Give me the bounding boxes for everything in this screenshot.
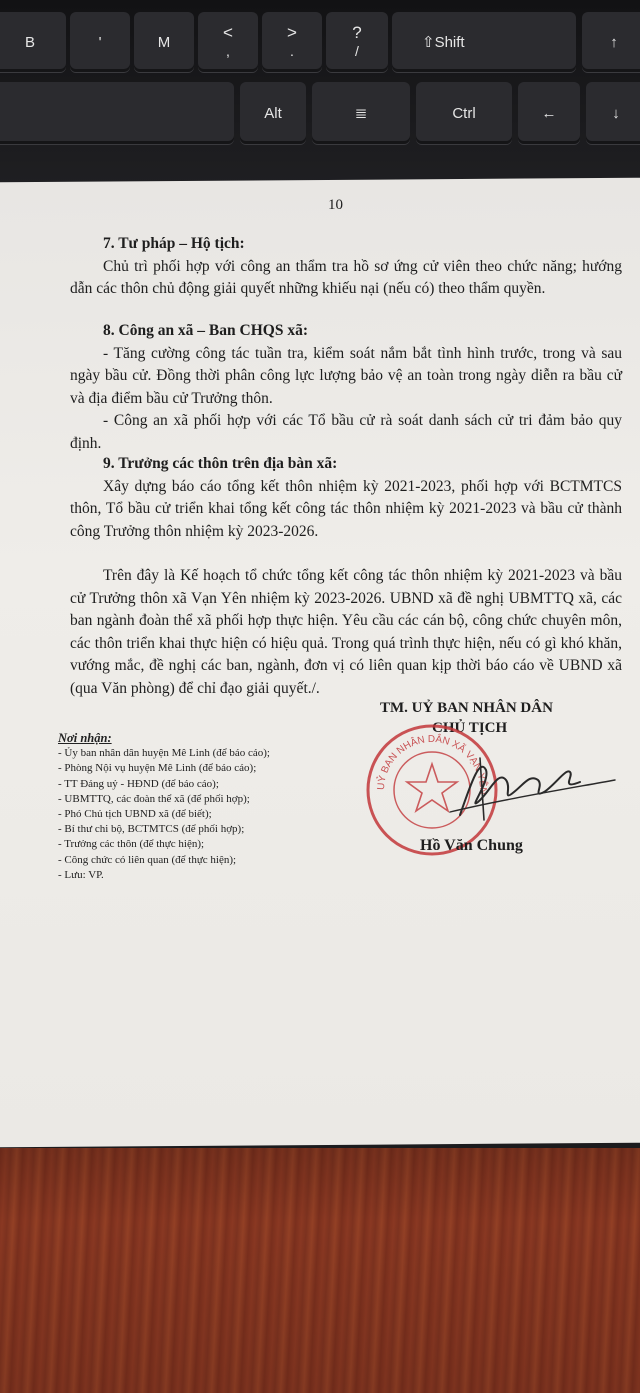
handwritten-signature <box>420 740 620 830</box>
key-space-edge[interactable] <box>0 82 234 144</box>
key-shift[interactable]: ⇧Shift <box>392 12 576 72</box>
key-comma[interactable]: < , <box>198 12 258 72</box>
desk-surface <box>0 1148 640 1393</box>
section-7-body: Chủ trì phối hợp với công an thẩm tra hồ sơ ứng cử viên theo chức năng; hướng dẫn các thôn chủ động giải quyết những khiếu nại (nếu có) theo thẩm quyền. <box>70 257 622 297</box>
section-7 <box>70 233 622 301</box>
section-9 <box>70 453 622 543</box>
recipients-title: Nơi nhận: <box>58 731 112 745</box>
section-9-heading: 9. Trưởng các thôn trên địa bàn xã: <box>103 455 338 472</box>
recipient-item: - Trưởng các thôn (để thực hiện); <box>58 838 205 851</box>
recipient-item: - Công chức có liên quan (để thực hiện); <box>58 853 237 866</box>
recipient-item: - Phòng Nội vụ huyện Mê Linh (để báo cáo); <box>58 762 257 775</box>
key-arrow-up[interactable]: ↑ <box>582 12 640 72</box>
menu-icon: ≣ <box>354 105 368 122</box>
section-9-body: Xây dựng báo cáo tổng kết thôn nhiệm kỳ 2021-2023, phối hợp với BCTMTCS thôn, Tổ bầu cử triển khai tổng kết công tác thôn nhiệm kỳ 2021-2023 và bầu cử thành công Trưởng thôn nhiệm kỳ 2023-2026. <box>70 477 622 540</box>
signer-name: Hồ Văn Chung <box>420 837 523 854</box>
section-8-item-2: - Công an xã phối hợp với các Tổ bầu cử rà soát danh sách cử tri đảm bảo quy định. <box>70 412 622 452</box>
recipient-item: - Lưu: VP. <box>58 868 104 881</box>
key-ctrl[interactable]: Ctrl <box>416 82 512 144</box>
keyboard <box>0 0 640 185</box>
key-alt[interactable]: Alt <box>240 82 306 144</box>
key-b[interactable]: B <box>0 12 66 72</box>
key-m[interactable]: M <box>134 12 194 72</box>
recipient-item: - UBMTTQ, các đoàn thể xã (để phối hợp); <box>58 792 250 805</box>
signature-org: TM. UỶ BAN NHÂN DÂN <box>380 700 553 716</box>
signature-position: CHỦ TỊCH <box>432 720 508 736</box>
key-period[interactable]: > . <box>262 12 322 72</box>
section-8-item-1: - Tăng cường công tác tuần tra, kiểm soát nắm bắt tình hình trước, trong và sau ngày bầu cử. Đồng thời phân công lực lượng bảo vệ an toàn trong ngày diễn ra bầu cử và địa điểm bầu cử Trưởng thôn. <box>70 344 622 407</box>
key-quote[interactable]: ' <box>70 12 130 72</box>
key-slash[interactable]: ? / <box>326 12 388 72</box>
recipient-item: - Ủy ban nhân dân huyện Mê Linh (để báo cáo); <box>58 747 270 760</box>
recipient-item: - Bí thư chi bộ, BCTMTCS (để phối hợp); <box>58 823 245 836</box>
page-number: 10 <box>328 197 343 213</box>
recipient-item: - Phó Chủ tịch UBND xã (để biết); <box>58 808 212 821</box>
section-8-heading: 8. Công an xã – Ban CHQS xã: <box>103 322 308 339</box>
closing-paragraph <box>70 565 622 700</box>
section-8 <box>70 320 622 455</box>
recipient-item: - TT Đảng uỷ - HĐND (để báo cáo); <box>58 777 219 790</box>
closing-text: Trên đây là Kế hoạch tổ chức tổng kết công tác thôn nhiệm kỳ 2021-2023 và bầu cử Trưởng thôn xã Vạn Yên nhiệm kỳ 2023-2026. UBND xã đề nghị UBMTTQ xã, các ban ngành đoàn thể xã phối hợp thực hiện. Yêu cầu các cán bộ, công chức chuyên môn, các thôn triển khai thực hiện có hiệu quả. Trong quá trình thực hiện, nếu có gì khó khăn, vướng mắc, đề nghị các ban, ngành, đơn vị có liên quan kịp thời báo cáo về UBND xã (qua Văn phòng) để chỉ đạo giải quyết./. <box>70 567 622 697</box>
recipients-list <box>58 731 270 883</box>
key-arrow-left[interactable]: ← <box>518 82 580 144</box>
section-7-heading: 7. Tư pháp – Hộ tịch: <box>103 235 245 252</box>
key-menu[interactable] <box>312 82 410 144</box>
stamp-text: UỶ BAN NHÂN DÂN XÃ VẠN YÊN <box>375 733 489 795</box>
key-arrow-down[interactable]: ↓ <box>586 82 640 144</box>
